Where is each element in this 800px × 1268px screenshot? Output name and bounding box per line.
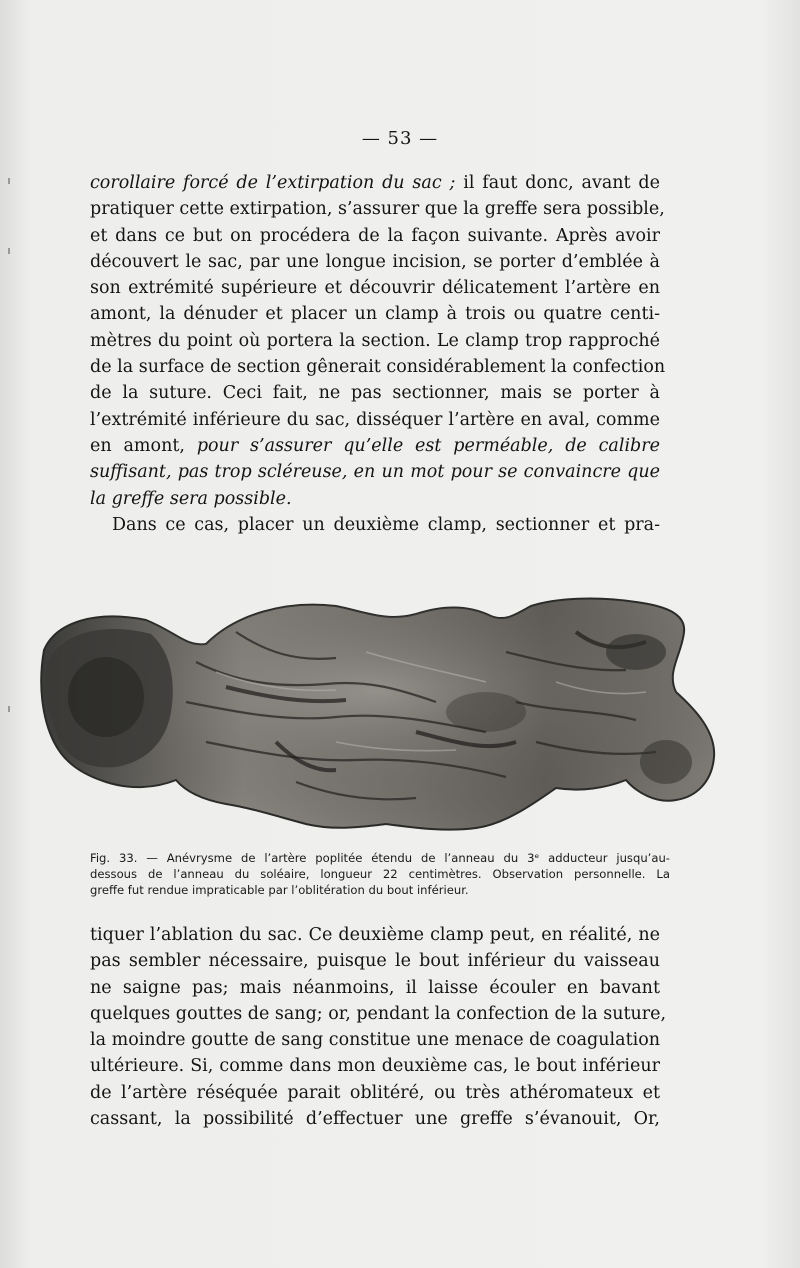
text-line: la greffe sera possible. bbox=[90, 488, 292, 509]
italic-phrase: pour s’assurer qu’elle est perméable, de calibre bbox=[196, 435, 660, 456]
caption-line: greffe fut rendue impraticable par l’oblitération du bout inférieur. bbox=[90, 883, 469, 897]
figure-caption bbox=[90, 850, 670, 898]
text-line: quelques gouttes de sang; or, pendant la confection de la suture, bbox=[90, 1003, 667, 1024]
paragraph-bottom bbox=[90, 922, 667, 1132]
text-line: ne saigne pas; mais néanmoins, il laisse écouler en bavant bbox=[90, 977, 660, 998]
gutter-mark bbox=[8, 178, 10, 184]
text-fragment: il faut donc, avant de bbox=[455, 173, 660, 193]
text-line: Dans ce cas, placer un deuxième clamp, sectionner et pra- bbox=[112, 514, 660, 535]
text-line: cassant, la possibilité d’effectuer une greffe s’évanouit, Or, bbox=[90, 1109, 660, 1130]
specimen-photograph bbox=[36, 592, 720, 842]
text-line: tiquer l’ablation du sac. Ce deuxième clamp peut, en réalité, ne bbox=[90, 925, 660, 945]
text-line: découvert le sac, par une longue incision, se porter d’emblée à bbox=[90, 251, 660, 272]
text-line bbox=[90, 433, 660, 459]
text-line: mètres du point où portera la section. Le clamp trop rapproché bbox=[90, 330, 660, 351]
text-line bbox=[90, 170, 660, 196]
caption-line: Fig. 33. — Anévrysme de l’artère poplitée étendu de l’anneau du 3ᵉ adducteur jusqu’au- bbox=[90, 851, 670, 865]
text-line: de la suture. Ceci fait, ne pas sectionner, mais se porter à bbox=[90, 383, 660, 404]
text-line: l’extrémité inférieure du sac, disséquer l’artère en aval, comme bbox=[90, 409, 660, 430]
text-line: pas sembler nécessaire, puisque le bout inférieur du vaisseau bbox=[90, 951, 660, 972]
text-line: son extrémité supérieure et découvrir délicatement l’artère en bbox=[90, 278, 660, 299]
paragraph-top bbox=[90, 170, 666, 538]
text-line: la moindre goutte de sang constitue une menace de coagulation bbox=[90, 1030, 660, 1051]
aneurysm-specimen-image bbox=[36, 592, 720, 842]
text-line: pratiquer cette extirpation, s’assurer que la greffe sera possible, bbox=[90, 199, 665, 220]
caption-line: dessous de l’anneau du soléaire, longueur 22 centimètres. Observation personnelle. La bbox=[90, 867, 670, 881]
text-line: amont, la dénuder et placer un clamp à trois ou quatre centi- bbox=[90, 304, 660, 325]
text-line: ultérieure. Si, comme dans mon deuxième cas, le bout inférieur bbox=[90, 1056, 660, 1077]
italic-phrase: corollaire forcé de l’extirpation du sac ; bbox=[90, 173, 456, 193]
text-line: de la surface de section gênerait considérablement la confection bbox=[90, 357, 666, 378]
text-line: de l’artère réséquée parait oblitéré, ou très athéromateux et bbox=[90, 1082, 660, 1103]
text-fragment: en amont, bbox=[90, 435, 197, 456]
text-line: suffisant, pas trop scléreuse, en un mot pour se convaincre que bbox=[90, 462, 660, 483]
gutter-mark bbox=[8, 706, 10, 712]
text-line: et dans ce but on procédera de la façon suivante. Après avoir bbox=[90, 225, 660, 246]
gutter-mark bbox=[8, 248, 10, 254]
page-number: — 53 — bbox=[361, 128, 439, 149]
